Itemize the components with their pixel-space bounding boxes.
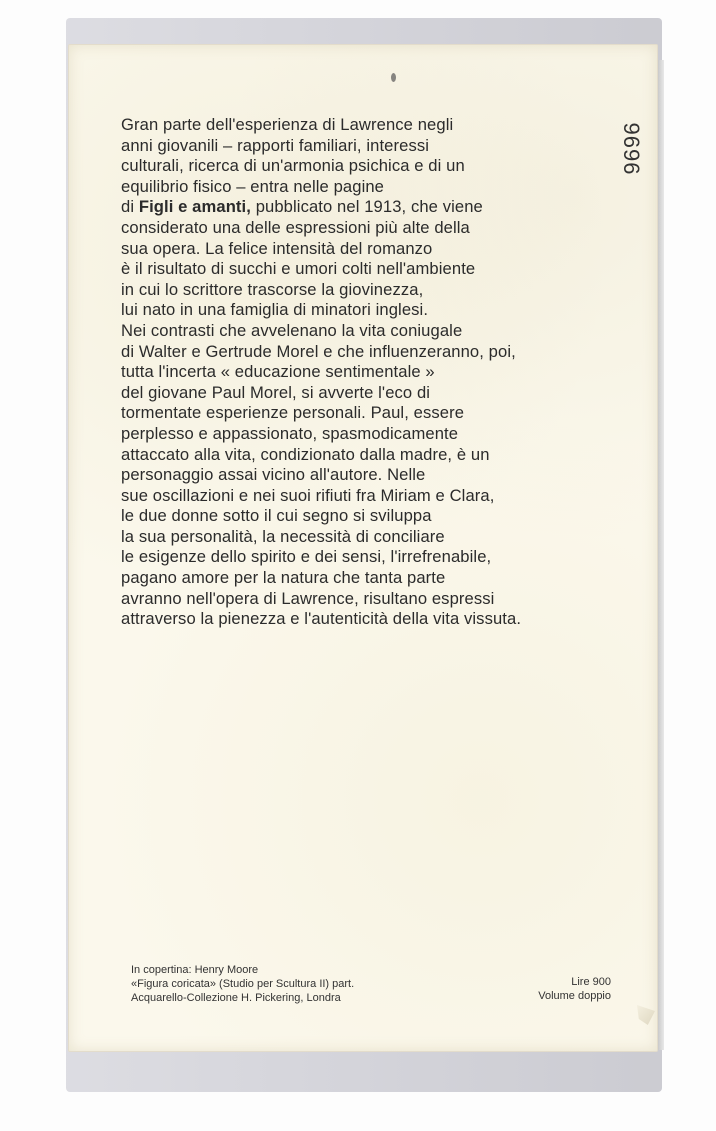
blurb-line: equilibrio fisico – entra nelle pagine [121,176,385,196]
title-prefix: di [121,197,139,217]
cover-credits [131,963,354,1005]
blurb-title-line [121,197,621,218]
credit-line: In copertina: Henry Moore [131,964,259,976]
blurb-line: le due donne sotto il cui segno si sviluppa [121,506,432,526]
blurb-line: culturali, ricerca di un'armonia psichica e di un [121,156,465,176]
volume-label: Volume doppio [538,990,611,1002]
blurb-line: sue oscillazioni e nei suoi rifiuti fra Miriam e Clara, [121,485,495,505]
blurb-line: attaccato alla vita, condizionato dalla madre, è un [121,444,490,464]
blurb-line: tormentate esperienze personali. Paul, essere [121,403,465,423]
blurb-line: di Walter e Gertrude Morel e che influenzeranno, poi, [121,341,516,361]
blurb-line: Nei contrasti che avvelenano la vita coniugale [121,320,463,340]
blurb-line: avranno nell'opera di Lawrence, risultano espressi [121,588,495,608]
book-title: Figli e amanti, [138,197,251,217]
blurb-line: del giovane Paul Morel, si avverte l'eco di [121,382,431,402]
blurb-text [121,115,621,630]
credit-line: Acquarello-Collezione H. Pickering, Londra [131,992,341,1004]
blurb-line: considerato una delle espressioni più alte della [121,217,470,237]
blurb-line: è il risultato di succhi e umori colti nell'ambiente [121,259,476,279]
ink-mark [391,73,396,82]
blurb-line: perplesso e appassionato, spasmodicamente [121,423,459,443]
credit-line: «Figura coricata» (Studio per Scultura II) part. [131,978,355,990]
blurb-line: attraverso la pienezza e l'autenticità della vita vissuta. [121,609,522,629]
price-info [538,975,611,1003]
blurb-line: in cui lo scrittore trascorse la giovinezza, [121,279,424,299]
blurb-line: personaggio assai vicino all'autore. Nelle [121,465,426,485]
blurb-line: tutta l'incerta « educazione sentimentale » [121,362,435,382]
price-label: Lire 900 [571,976,611,988]
title-suffix: pubblicato nel 1913, che viene [250,197,483,217]
torn-corner [637,1005,655,1025]
blurb-line: la sua personalità, la necessità di conciliare [121,526,445,546]
back-cover [68,44,658,1052]
blurb-line: le esigenze dello spirito e dei sensi, l'irrefrenabile, [121,547,492,567]
blurb-line: sua opera. La felice intensità del romanzo [121,238,433,258]
blurb-line: pagano amore per la natura che tanta parte [121,568,446,588]
catalog-number: 9696 [619,122,644,176]
blurb-line: anni giovanili – rapporti familiari, interessi [121,135,430,155]
blurb-line: Gran parte dell'esperienza di Lawrence negli [121,115,454,134]
blurb-line: lui nato in una famiglia di minatori inglesi. [121,300,429,320]
